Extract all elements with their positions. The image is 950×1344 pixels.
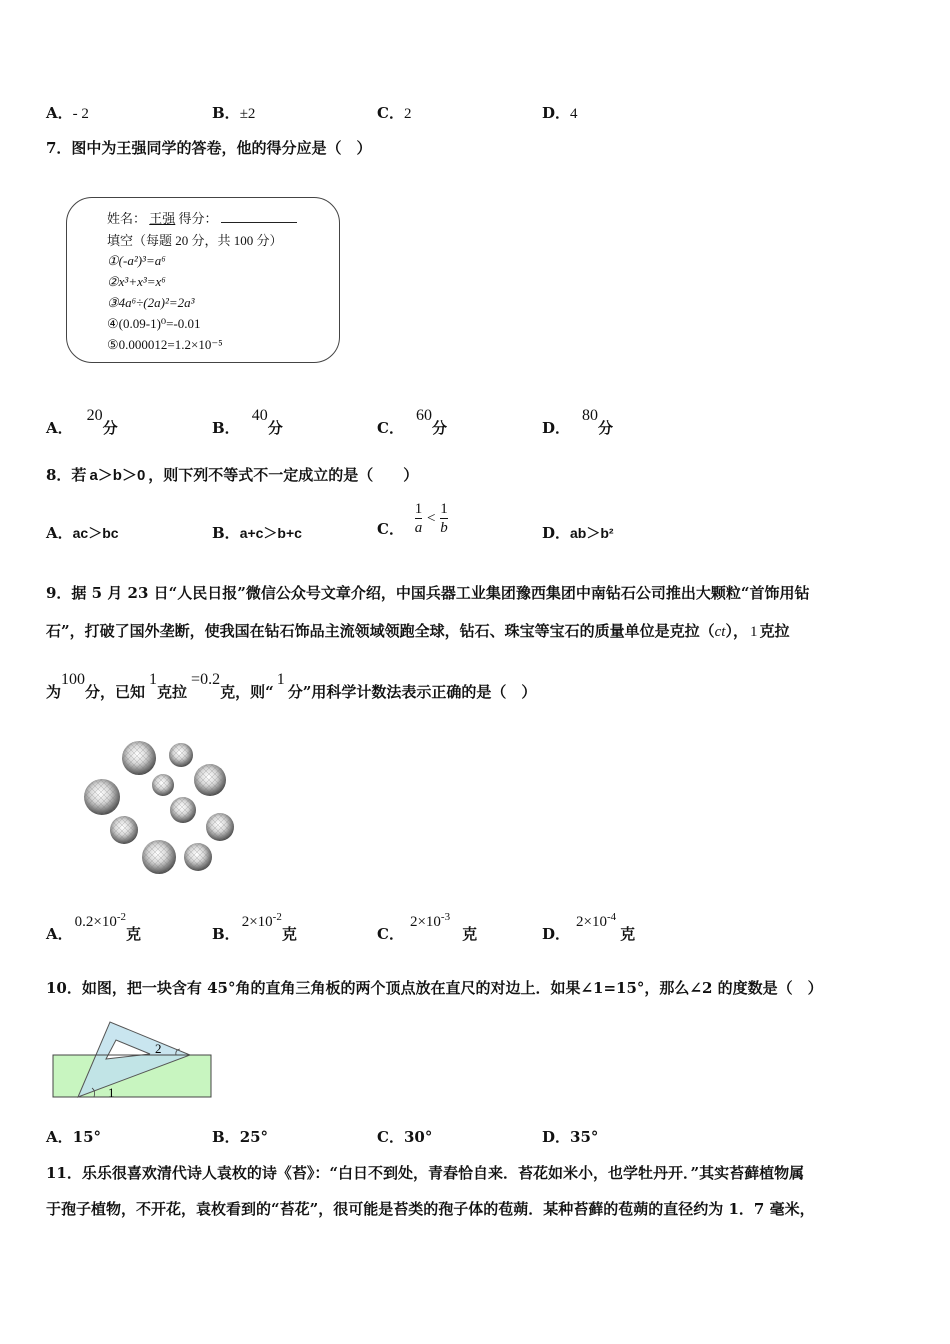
stem-condition: a＞b＞0 (89, 467, 146, 484)
option-label: B． (212, 925, 240, 943)
item-expr: (0.09-1)⁰=-0.01 (118, 316, 201, 331)
option-label: B． (212, 524, 240, 542)
q9-line-1: 9．据 5 月 23 日“人民日报”微信公众号文章介绍，中国兵器工业集团豫西集团中南钻石公司推出大颗粒“首饰用钻 (46, 584, 810, 602)
ruler-triangle-figure (50, 1018, 216, 1102)
diamond (206, 813, 234, 841)
item-expr: 0.000012=1.2×10⁻⁵ (118, 337, 223, 352)
option-base: 2×10 (576, 914, 607, 930)
numerator: 1 (440, 501, 448, 517)
option-label: A． (46, 1128, 73, 1146)
q6-option-a[interactable] (46, 102, 89, 123)
option-label: B． (212, 104, 240, 122)
card-name-row (107, 208, 297, 227)
option-label: C． (377, 925, 404, 943)
option-unit: 克 (462, 925, 478, 943)
option-base: 2×10 (409, 914, 441, 930)
fraction-1-over-b (440, 500, 448, 537)
text: 克，则“ (220, 683, 274, 701)
card-name-value: 王强 (149, 211, 176, 226)
q7-option-d[interactable] (542, 404, 614, 437)
q7-option-b[interactable] (212, 404, 283, 437)
diamond (169, 743, 193, 767)
card-item-5 (107, 337, 223, 353)
text: 为 (46, 683, 62, 701)
card-score-label: 得分： (178, 211, 218, 226)
option-label: D． (542, 104, 571, 122)
q9-option-d[interactable] (542, 910, 636, 943)
option-base: 0.2×10 (74, 914, 117, 930)
text: 克拉 (157, 683, 188, 701)
option-value: 15° (72, 1128, 102, 1146)
option-value: 4 (570, 106, 578, 122)
q9-option-c[interactable] (377, 910, 478, 943)
option-unit: 克 (126, 925, 142, 943)
option-exponent: -3 (440, 911, 451, 923)
option-value: 25° (239, 1128, 269, 1146)
item-num: ② (107, 274, 119, 289)
option-value: 35° (570, 1128, 599, 1146)
diamond (110, 816, 138, 844)
q11-line-1: 11．乐乐很喜欢清代诗人袁枚的诗《苔》：“白日不到处，青春恰自来．苔花如米小，也学牡丹开．”其实苔藓植物属 (46, 1164, 805, 1182)
option-unit: 克 (281, 925, 297, 943)
q6-option-d[interactable] (542, 102, 578, 123)
option-unit: 克 (620, 925, 636, 943)
text: 石”，打破了国外垄断，使我国在钻石饰品主流领域领跑全球，钻石、珠宝等宝石的质量单位是克拉（ (46, 622, 715, 640)
fraction-1-over-a (415, 500, 423, 537)
option-label: A． (46, 925, 73, 943)
option-label: C． (377, 419, 404, 437)
q6-option-b[interactable] (212, 102, 255, 123)
q10-stem: 10．如图，把一块含有 45°角的直角三角板的两个顶点放在直尺的对边上．如果∠1=15°，那么∠2 的度数是（ ） (46, 979, 823, 997)
q7-option-a[interactable] (46, 404, 118, 437)
angle-2-label: 2 (155, 1041, 162, 1056)
text: 分，已知 (85, 683, 146, 701)
q10-option-c[interactable] (377, 1126, 432, 1147)
option-unit: 分 (102, 419, 118, 437)
option-exponent: -4 (606, 911, 617, 923)
number: 100 (61, 671, 86, 688)
q9-line-2 (46, 620, 790, 641)
option-unit: 分 (267, 419, 283, 437)
option-label: C． (377, 519, 404, 538)
option-label: C． (377, 1128, 404, 1146)
q7-stem: 7．图中为王强同学的答卷，他的得分应是（ ） (46, 139, 372, 157)
card-item-4 (107, 316, 201, 332)
item-expr: x³+x³=x⁶ (118, 274, 166, 289)
option-exponent: -2 (272, 911, 282, 923)
q9-option-a[interactable] (46, 910, 142, 943)
q10-option-a[interactable] (46, 1126, 101, 1147)
item-num: ③ (107, 295, 119, 310)
diamond (194, 764, 226, 796)
q9-line-3 (46, 668, 537, 701)
item-expr: 4a⁶÷(2a)²=2a³ (118, 295, 195, 310)
option-exponent: -2 (116, 911, 127, 923)
option-value: 80 (582, 407, 599, 424)
diamond (184, 843, 212, 871)
option-value: 40 (251, 407, 268, 424)
option-label: D． (542, 419, 571, 437)
q6-option-c[interactable] (377, 102, 411, 123)
text: ）， (725, 622, 748, 640)
diamond (84, 779, 120, 815)
number: =0.2 (191, 671, 221, 688)
q10-option-d[interactable] (542, 1126, 598, 1147)
option-value: 60 (415, 407, 432, 424)
diamond (170, 797, 196, 823)
option-label: D． (542, 524, 571, 542)
q8-option-d[interactable] (542, 522, 614, 543)
q9-option-b[interactable] (212, 910, 297, 943)
denominator: a (414, 520, 423, 536)
option-label: A． (46, 104, 73, 122)
card-score-blank (221, 222, 297, 223)
option-value: a+c＞b+c (239, 525, 302, 541)
text: 分”用科学计数法表示正确的是（ ） (287, 683, 537, 701)
option-value: 20 (86, 407, 103, 424)
q10-option-b[interactable] (212, 1126, 268, 1147)
option-value: 2 (403, 106, 412, 122)
card-name-label: 姓名： (107, 211, 147, 226)
numerator: 1 (414, 501, 423, 517)
option-unit: 分 (598, 419, 614, 437)
option-label: B． (212, 419, 240, 437)
angle-1-label: 1 (108, 1085, 115, 1100)
option-value: ac＞bc (72, 525, 119, 541)
answer-card (66, 197, 340, 363)
unit-ct: ct (714, 624, 726, 640)
number: 1 (749, 624, 758, 640)
option-label: A． (46, 524, 73, 542)
diamond (152, 774, 174, 796)
diamond (142, 840, 176, 874)
option-value: 30° (403, 1128, 433, 1146)
diamond (122, 741, 156, 775)
number: 1 (276, 671, 285, 688)
option-unit: 分 (431, 419, 447, 437)
option-label: B． (212, 1128, 240, 1146)
q8-stem (46, 464, 418, 485)
denominator: b (440, 520, 448, 536)
diamonds-image (80, 735, 245, 880)
q8-option-b[interactable] (212, 522, 302, 543)
option-label: D． (542, 925, 571, 943)
option-value: ab＞b² (570, 525, 614, 541)
card-item-2 (107, 274, 166, 290)
stem-text: 8．若 (46, 466, 87, 484)
q7-option-c[interactable] (377, 404, 447, 437)
number: 1 (149, 671, 158, 688)
card-header: 填空（每题 20 分，共 100 分） (107, 233, 283, 248)
q8-option-c[interactable] (377, 500, 448, 537)
item-expr: (-a²)³=a⁶ (118, 253, 166, 268)
stem-text: ，则下列不等式不一定成立的是（ ） (148, 466, 419, 484)
card-item-3 (107, 295, 195, 311)
option-label: A． (46, 419, 73, 437)
text: 克拉 (759, 622, 790, 640)
card-item-1 (107, 253, 166, 269)
option-label: D． (542, 1128, 571, 1146)
item-num: ⑤ (107, 337, 119, 352)
option-value: ±2 (239, 106, 256, 122)
item-num: ① (107, 253, 119, 268)
q11-line-2: 于孢子植物，不开花，袁枚看到的“苔花”，很可能是苔类的孢子体的苞蒴．某种苔藓的苞蒴的直径约为 1．7 毫米， (46, 1200, 815, 1218)
option-label: C． (377, 104, 404, 122)
q8-option-a[interactable] (46, 522, 119, 543)
option-value: - 2 (72, 106, 89, 122)
option-base: 2×10 (241, 914, 273, 930)
less-than-sign: < (427, 510, 436, 527)
item-num: ④ (107, 316, 119, 331)
